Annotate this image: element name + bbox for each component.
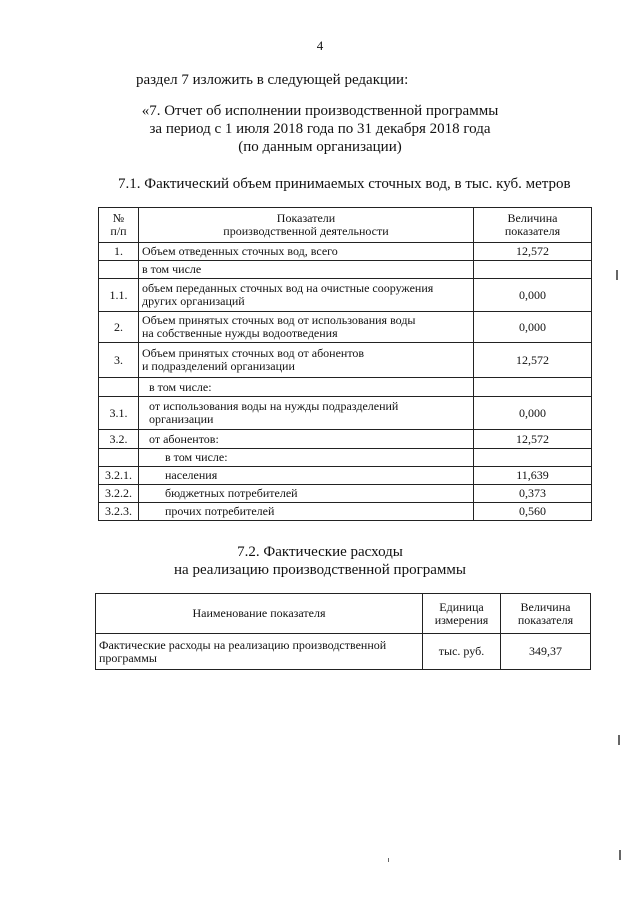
report-title-line2: за период с 1 июля 2018 года по 31 декабря 2018 года (149, 121, 491, 137)
col-name-header: Наименование показателя (96, 594, 423, 634)
table-row: 3.2. от абонентов: 12,572 (99, 430, 592, 449)
scan-artifact-mark (618, 735, 620, 745)
page-number: 4 (316, 38, 324, 53)
report-title-line1: «7. Отчет об исполнении производственной программы (141, 103, 499, 119)
table-row: 3. Объем принятых сточных вод от абонентов и подразделений организации 12,572 (99, 343, 592, 378)
table-header-row (96, 594, 591, 634)
col-num-header: № п/п (99, 208, 139, 243)
col-value-header: Величина показателя (474, 208, 592, 243)
expenses-table (95, 593, 591, 670)
col-value-header: Величина показателя (501, 594, 591, 634)
wastewater-volume-table (98, 207, 592, 521)
table-row: 1. Объем отведенных сточных вод, всего 12,572 (99, 243, 592, 261)
table-row: 2. Объем принятых сточных вод от использования воды на собственные нужды водоотведения 0,000 (99, 312, 592, 343)
table-row: 3.2.2. бюджетных потребителей 0,373 (99, 485, 592, 503)
table-header-row (99, 208, 592, 243)
section2-title-line1: 7.2. Фактические расходы (237, 544, 403, 560)
section1-title: 7.1. Фактический объем принимаемых сточных вод, в тыс. куб. метров (118, 176, 571, 192)
section2-title-line2: на реализацию производственной программы (174, 562, 466, 578)
table-row: 1.1. объем переданных сточных вод на очистные сооружения других организаций 0,000 (99, 279, 592, 312)
scan-artifact-mark (388, 858, 389, 862)
table-row: в том числе: (99, 378, 592, 397)
scan-artifact-mark (619, 850, 621, 860)
table-row: 3.1. от использования воды на нужды подразделений организации 0,000 (99, 397, 592, 430)
scan-artifact-mark (616, 270, 618, 280)
table-row: 3.2.1. населения 11,639 (99, 467, 592, 485)
table-row: в том числе (99, 261, 592, 279)
intro-text: раздел 7 изложить в следующей редакции: (136, 72, 409, 88)
table-row: Фактические расходы на реализацию производственной программы тыс. руб. 349,37 (96, 634, 591, 670)
report-title-line3: (по данным организации) (238, 139, 402, 155)
table-row: 3.2.3. прочих потребителей 0,560 (99, 503, 592, 521)
col-indicator-header: Показатели производственной деятельности (139, 208, 474, 243)
table-row: в том числе: (99, 449, 592, 467)
col-unit-header: Единица измерения (423, 594, 501, 634)
